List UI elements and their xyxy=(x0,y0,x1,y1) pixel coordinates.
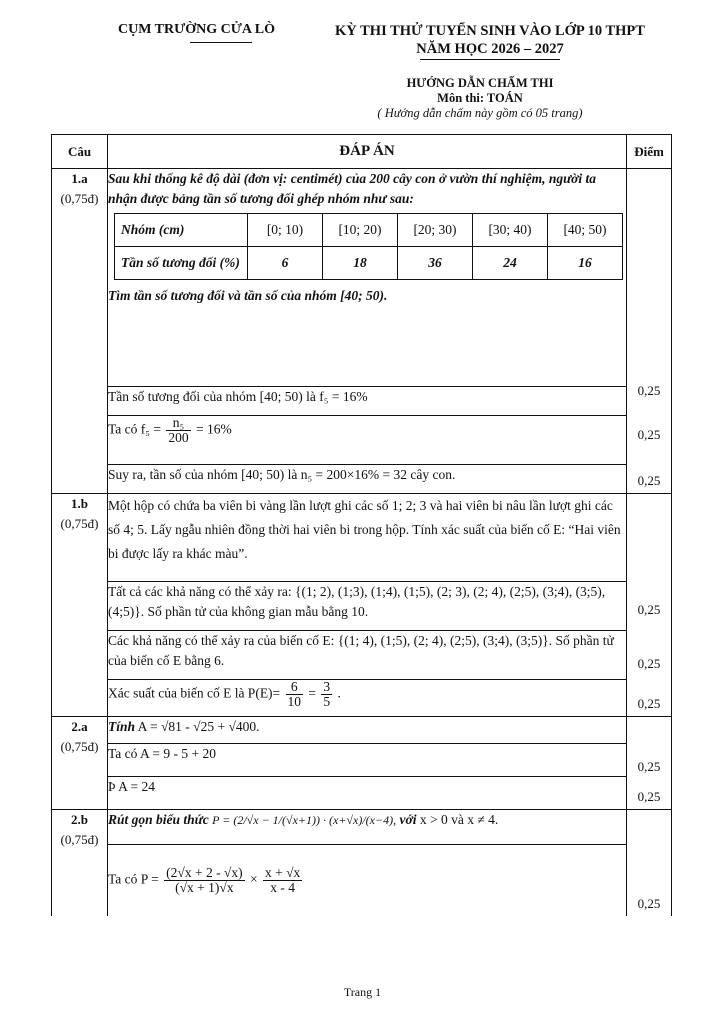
q1b-prompt: Một hộp có chứa ba viên bi vàng lần lượt ghi các số 1; 2; 3 và hai viên bi nâu lần lượt ghi các số 4; 5. Lấy ngẫu nhiên đồng thời hai viên bi trong hộp. Tính xác suất của biến cố E: “Hai viên bi được lấy ra khác màu”. xyxy=(108,494,627,582)
prompt-condition: x > 0 và x ≠ 4. xyxy=(419,812,499,827)
prompt-with: với xyxy=(399,812,417,827)
step-text: = 16% xyxy=(195,421,232,437)
school-underline xyxy=(190,42,252,43)
answer-table xyxy=(51,134,672,916)
fraction xyxy=(286,680,304,709)
score-value: 0,25 xyxy=(637,896,661,911)
q2a-step-2: Þ A = 24 xyxy=(108,777,627,810)
frequency-table xyxy=(114,213,623,280)
header-question: Câu xyxy=(52,135,108,169)
score-value: 0,25 xyxy=(637,473,661,488)
q1a-scores xyxy=(627,169,672,494)
q2a-step-1: Ta có A = 9 - 5 + 20 xyxy=(108,744,627,777)
question-number: 2.a xyxy=(71,719,88,734)
q2a-scores xyxy=(627,717,672,810)
fraction-numerator: 3 xyxy=(323,679,331,694)
step-text: Ta có P = xyxy=(108,871,159,887)
q2b-step-1 xyxy=(108,845,627,916)
score-value: 0,25 xyxy=(637,427,661,442)
question-1a xyxy=(52,169,108,494)
guide-block xyxy=(360,76,600,121)
q2b-prompt xyxy=(108,810,627,845)
exam-title-block xyxy=(320,22,660,58)
question-weight: (0,75đ) xyxy=(60,832,99,847)
score-value: 0,25 xyxy=(637,383,661,398)
fraction-denominator: x - 4 xyxy=(270,880,295,896)
fraction xyxy=(263,866,302,895)
fraction-denominator: (√x + 1)√x xyxy=(175,880,234,896)
question-weight: (0,75đ) xyxy=(60,739,99,754)
freq-group: [20; 30) xyxy=(398,214,473,247)
prompt-expression: A = √81 - √25 + √400. xyxy=(137,719,260,734)
subject: Môn thi: TOÁN xyxy=(437,91,523,105)
question-number: 1.a xyxy=(71,171,88,186)
freq-value: 36 xyxy=(398,247,473,280)
q2a-prompt xyxy=(108,717,627,744)
guide-title: HƯỚNG DẪN CHẤM THI xyxy=(406,76,554,90)
step-text: = xyxy=(308,685,317,701)
q2b-scores xyxy=(627,810,672,917)
freq-value: 24 xyxy=(473,247,548,280)
header-answer: ĐÁP ÁN xyxy=(108,135,627,169)
freq-group: [10; 20) xyxy=(323,214,398,247)
freq-group: [30; 40) xyxy=(473,214,548,247)
freq-value: 6 xyxy=(248,247,323,280)
freq-value: 18 xyxy=(323,247,398,280)
freq-group: [0; 10) xyxy=(248,214,323,247)
pages-note: ( Hướng dẫn chấm này gồm có 05 trang) xyxy=(377,106,583,120)
freq-rel-label: Tần số tương đối (%) xyxy=(115,247,248,280)
score-value: 0,25 xyxy=(637,602,661,617)
school-year: NĂM HỌC 2026 – 2027 xyxy=(416,41,564,57)
freq-value: 16 xyxy=(548,247,623,280)
question-2b xyxy=(52,810,108,917)
q1a-step-3: Suy ra, tần số của nhóm [40; 50) là n₅ = 200×16% = 32 cây con. xyxy=(108,465,627,494)
question-number: 1.b xyxy=(71,496,88,511)
q1b-step-2: Các khả năng có thể xảy ra của biến cố E: {(1; 4), (1;5), (2; 4), (2;5), (3;4), (3;5)}. Số phần tử của biến cố E bằng 6. xyxy=(108,630,627,679)
question-weight: (0,75đ) xyxy=(60,191,99,206)
q1a-step-2 xyxy=(108,416,627,465)
score-value: 0,25 xyxy=(637,656,661,671)
prompt-expression: P = (2/√x − 1/(√x+1)) · (x+√x)/(x−4), xyxy=(212,813,397,827)
freq-group: [40; 50) xyxy=(548,214,623,247)
fraction-denominator: 200 xyxy=(168,430,189,445)
score-value: 0,25 xyxy=(637,696,661,711)
fraction-numerator: x + √x xyxy=(264,865,301,881)
q1a-prompt-cell xyxy=(108,169,627,387)
step-text: × xyxy=(249,871,258,887)
fraction-denominator: 10 xyxy=(287,694,302,709)
step-text: Ta có f₅ = xyxy=(108,421,161,437)
q1a-task: Tìm tần số tương đối và tần số của nhóm [40; 50). xyxy=(108,288,388,303)
fraction xyxy=(166,416,190,445)
fraction xyxy=(164,866,244,895)
prompt-label: Rút gọn biểu thức xyxy=(108,812,209,827)
question-1b xyxy=(52,494,108,717)
question-number: 2.b xyxy=(71,812,88,827)
fraction-denominator: 5 xyxy=(323,694,331,709)
question-weight: (0,75đ) xyxy=(60,516,99,531)
question-2a xyxy=(52,717,108,810)
title-underline xyxy=(420,59,560,60)
freq-group-label: Nhóm (cm) xyxy=(115,214,248,247)
q1b-scores xyxy=(627,494,672,717)
score-value: 0,25 xyxy=(637,759,661,774)
fraction xyxy=(321,680,332,709)
q1b-step-1: Tất cả các khả năng có thể xảy ra: {(1; 2), (1;3), (1;4), (1;5), (2; 3), (2; 4), (2;5), (3;4), (3;5), (4;5)}. Số phần tử của không gian mẫu bằng 10. xyxy=(108,581,627,630)
q1a-step-1: Tần số tương đối của nhóm [40; 50) là f₅ = 16% xyxy=(108,387,627,416)
score-value: 0,25 xyxy=(637,789,661,804)
exam-title: KỲ THI THỬ TUYỂN SINH VÀO LỚP 10 THPT xyxy=(335,23,645,39)
q1b-step-3 xyxy=(108,680,627,717)
fraction-numerator: (2√x + 2 - √x) xyxy=(166,865,243,881)
step-text: Xác suất của biến cố E là P(E)= xyxy=(108,685,281,701)
fraction-numerator: 6 xyxy=(286,680,304,695)
fraction-numerator: n₅ xyxy=(166,416,190,431)
q1a-prompt: Sau khi thống kê độ dài (đơn vị: centimét) của 200 cây con ở vườn thí nghiệm, người ta nhận được bảng tần số tương đối ghép nhóm như sau: xyxy=(108,171,597,206)
school-name: CỤM TRƯỜNG CỬA LÒ xyxy=(118,22,275,37)
step-text: . xyxy=(337,685,341,701)
prompt-label: Tính xyxy=(108,719,136,734)
header-score: Điểm xyxy=(627,135,672,169)
page-number: Trang 1 xyxy=(343,985,382,999)
